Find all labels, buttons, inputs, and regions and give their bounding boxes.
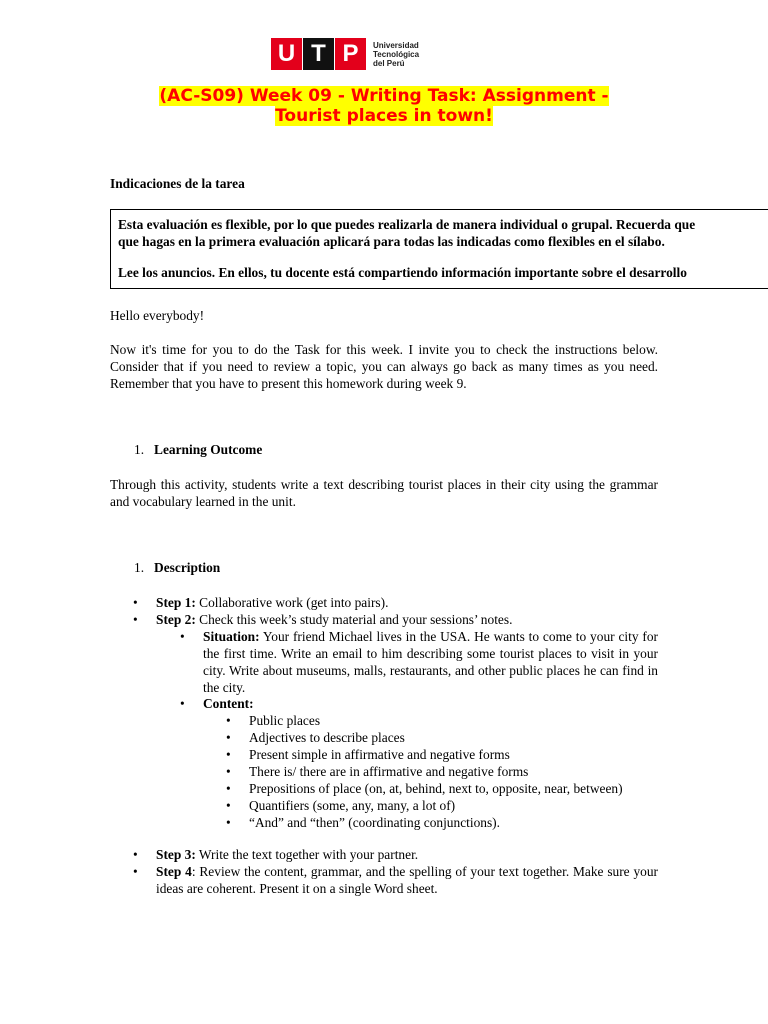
- notice-box: [110, 209, 768, 289]
- step-label: Step 2:: [156, 612, 196, 627]
- page-title: [0, 86, 768, 126]
- content-list-item: [226, 729, 658, 746]
- step-label: Step 1:: [156, 595, 196, 610]
- situation-label: Situation:: [203, 629, 260, 644]
- step-label: Step 4: [156, 864, 192, 879]
- logo-text-line: del Perú: [373, 58, 405, 68]
- content-list-item: [226, 746, 658, 763]
- utp-logo: [271, 38, 419, 70]
- step-text: : Review the content, grammar, and the spelling of your text together. Make sure your ideas are coherent. Present it on a single Word sheet.: [156, 864, 659, 896]
- bullet-icon: •: [226, 747, 231, 762]
- step-3-item: [133, 846, 658, 863]
- step-text: Check this week’s study material and your sessions’ notes.: [195, 612, 513, 627]
- logo-letter-t: T: [303, 38, 334, 70]
- content-item-text: There is/ there are in affirmative and negative forms: [249, 764, 529, 779]
- content-item: [180, 695, 658, 712]
- content-item-text: Present simple in affirmative and negative forms: [249, 747, 510, 762]
- logo-letter-u: U: [271, 38, 302, 70]
- content-item-text: Prepositions of place (on, at, behind, next to, opposite, near, between): [249, 781, 623, 796]
- content-item-text: Quantifiers (some, any, many, a lot of): [249, 798, 456, 813]
- logo-text: [373, 41, 419, 68]
- title-line-1: [159, 86, 608, 106]
- section-heading: Indicaciones de la tarea: [110, 176, 245, 191]
- intro-paragraph: Now it's time for you to do the Task for this week. I invite you to check the instructions below. Consider that if you need to review a topic, you can always go back as many times as you need. Remember that you have to present this homework during week 9.: [110, 342, 658, 391]
- list-number: 1.: [134, 560, 145, 575]
- notice-line: que hagas en la primera evaluación aplicará para todas las indicadas como flexibles en el sílabo.: [118, 234, 665, 249]
- bullet-icon: •: [133, 847, 138, 862]
- content-list-item: [226, 814, 658, 831]
- notice-line: Lee los anuncios. En ellos, tu docente está compartiendo información importante sobre el desarrollo: [118, 265, 687, 280]
- bullet-icon: •: [226, 730, 231, 745]
- content-label: Content:: [203, 696, 254, 711]
- content-list-item: [226, 780, 658, 797]
- step-4-item: [133, 863, 659, 897]
- bullet-icon: •: [133, 595, 138, 610]
- content-item-text: Adjectives to describe places: [249, 730, 405, 745]
- situation-text: Your friend Michael lives in the USA. He wants to come to your city for the first time. Write an email to him describing some tourist places to visit in your city. Write about museums, malls, restaurants, and other public places he can find in the city.: [203, 629, 658, 695]
- bullet-icon: •: [226, 764, 231, 779]
- step-2-item: [133, 611, 658, 628]
- situation-item: [180, 628, 658, 696]
- bullet-icon: •: [180, 629, 185, 644]
- title-text: (AC-S09) Week 09 - Writing Task: Assignment -: [159, 86, 609, 106]
- title-line-2: Tourist places in town!: [275, 106, 493, 126]
- content-item-text: “And” and “then” (coordinating conjunctions).: [249, 815, 500, 830]
- description-heading: [134, 560, 220, 576]
- logo-text-line: Universidad: [373, 40, 419, 50]
- bullet-icon: •: [180, 696, 185, 711]
- bullet-icon: •: [226, 798, 231, 813]
- content-list-item: [226, 797, 658, 814]
- notice-line: Esta evaluación es flexible, por lo que puedes realizarla de manera individual o grupal. Recuerda que: [118, 217, 696, 232]
- content-list-item: [226, 763, 658, 780]
- greeting: Hello everybody!: [110, 308, 205, 323]
- content-list: [226, 712, 658, 831]
- bullet-icon: •: [226, 781, 231, 796]
- logo-text-line: Tecnológica: [373, 49, 420, 59]
- step-1-item: [133, 594, 658, 611]
- bullet-icon: •: [226, 713, 231, 728]
- bullet-icon: •: [133, 612, 138, 627]
- logo-letter-p: P: [335, 38, 366, 70]
- step-label: Step 3:: [156, 847, 196, 862]
- heading-text: Description: [154, 560, 221, 575]
- content-list-item: [226, 712, 658, 729]
- heading-text: Learning Outcome: [154, 442, 263, 457]
- content-item-text: Public places: [249, 713, 321, 728]
- learning-outcome-text: Through this activity, students write a text describing tourist places in their city using the grammar and vocabulary learned in the unit.: [110, 477, 658, 509]
- step-text: Write the text together with your partner.: [195, 847, 419, 862]
- bullet-icon: •: [133, 864, 138, 879]
- step-text: Collaborative work (get into pairs).: [195, 595, 389, 610]
- learning-outcome-heading: [134, 442, 262, 458]
- list-number: 1.: [134, 442, 145, 457]
- bullet-icon: •: [226, 815, 231, 830]
